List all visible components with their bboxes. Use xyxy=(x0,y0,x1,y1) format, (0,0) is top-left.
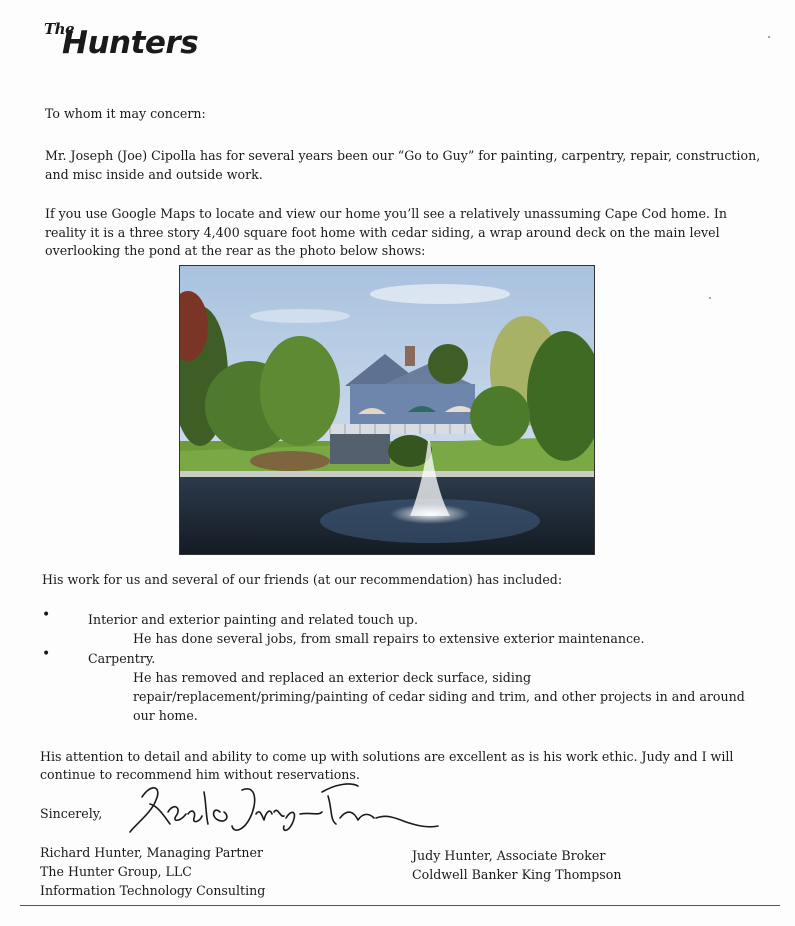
work-item-2-title: Carpentry. xyxy=(88,651,156,666)
signer-right-line-1: Judy Hunter, Associate Broker xyxy=(412,848,606,863)
work-item-2-detail-2: repair/replacement/priming/painting of cedar siding and trim, and other projects in and around xyxy=(133,689,745,704)
logo-name: Hunters xyxy=(62,25,199,61)
work-item-1-detail: He has done several jobs, from small repairs to extensive exterior maintenance. xyxy=(133,631,645,646)
signer-left-line-2: The Hunter Group, LLC xyxy=(40,864,192,879)
bullet-2: • xyxy=(42,646,51,662)
signer-right-line-2: Coldwell Banker King Thompson xyxy=(412,867,622,882)
para2-line-2: reality it is a three story 4,400 square foot home with cedar siding, a wrap around deck on the main level xyxy=(45,225,720,240)
work-item-2-detail-3: our home. xyxy=(133,708,198,723)
work-item-1-title: Interior and exterior painting and related touch up. xyxy=(88,612,419,627)
closing-line-2: continue to recommend him without reservations. xyxy=(40,767,360,782)
sincerely: Sincerely, xyxy=(40,806,103,821)
para2-line-1: If you use Google Maps to locate and view our home you’ll see a relatively unassuming Cape Cod home. In xyxy=(45,206,727,221)
salutation: To whom it may concern: xyxy=(45,106,206,121)
company-logo xyxy=(44,20,244,65)
para1-line-2: and misc inside and outside work. xyxy=(45,167,263,182)
bullet-1: • xyxy=(42,607,51,623)
scan-speck xyxy=(709,297,711,299)
signer-left-line-3: Information Technology Consulting xyxy=(40,883,266,898)
house-pond-illustration xyxy=(180,266,594,554)
para1-line-1: Mr. Joseph (Joe) Cipolla has for several years been our “Go to Guy” for painting, carpentry, repair, construction, xyxy=(45,148,761,163)
signer-left-line-1: Richard Hunter, Managing Partner xyxy=(40,845,263,860)
handwritten-signature xyxy=(122,772,442,846)
work-item-2-detail-1: He has removed and replaced an exterior deck surface, siding xyxy=(133,670,532,685)
house-pond-photo xyxy=(179,265,595,555)
work-intro: His work for us and several of our friends (at our recommendation) has included: xyxy=(42,572,563,587)
bottom-rule xyxy=(20,905,780,906)
closing-line-1: His attention to detail and ability to come up with solutions are excellent as is his work ethic. Judy and I will xyxy=(40,749,734,764)
scan-speck xyxy=(768,36,770,38)
logo-the: The xyxy=(44,20,75,38)
para2-line-3: overlooking the pond at the rear as the photo below shows: xyxy=(45,243,426,258)
